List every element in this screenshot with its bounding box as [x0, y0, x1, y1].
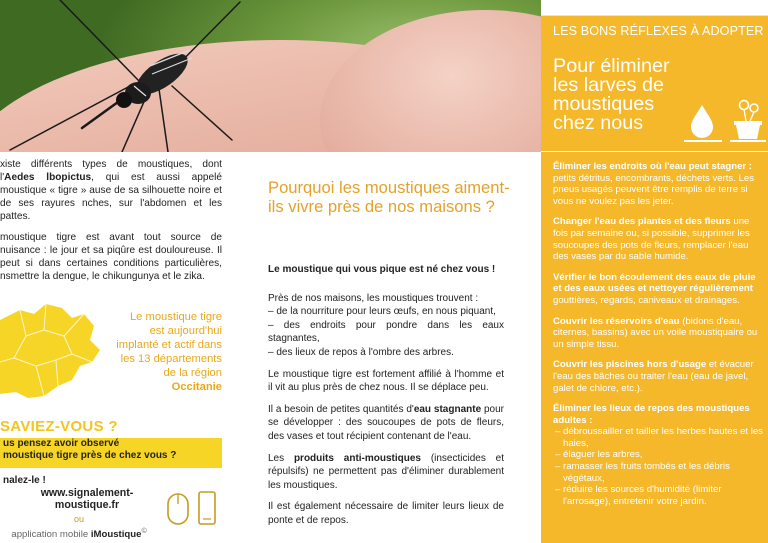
intro-paragraph-1: xiste différents types de moustiques, dont l'Aedes lbopictus, qui est aussi appelé moustique « tigre » ause de sa silhouette noire et de ses rayures nches, sur l'abdomen et les pattes.: [0, 159, 222, 222]
report-info: nalez-le ! www.signalement-moustique.fr ou application mobile iMoustique©: [0, 475, 158, 540]
mosquito-illustration: [0, 0, 541, 152]
signalement-link[interactable]: www.signalement-moustique.fr: [40, 487, 134, 511]
list-item: Éliminer les lieux de repos des moustiques adultes : – débroussailler et tailler les herbes hautes et les haies, – élaguer les arbres, – ramasser les fruits tombés et les débris végétaux, – réduire les sources d'humidité (limiter l'arrosage), entretenir votre jardin.: [553, 403, 763, 507]
saviez-vous-box: us pensez avoir observé moustique tigre près de chez vous ?: [0, 438, 222, 468]
section-title: Pourquoi les moustiques aiment-ils vivre près de nos maisons ?: [268, 178, 510, 216]
list-item: Éliminer les endroits où l'eau peut stagner : petits détritus, encombrants, déchets verts. Les pneus usagés peuvent être remplis de terre si vous ne voulez pas les jeter.: [553, 161, 755, 207]
list-item: Couvrir les réservoirs d'eau (bidons d'eau, citernes, bassins) avec un voile moustiquaire ou un simple tissu.: [553, 315, 758, 350]
water-drop-icon: [691, 105, 713, 138]
habits-list: [553, 161, 766, 516]
panel-heading: LES BONS RÉFLEXES À ADOPTER: [553, 24, 764, 38]
occitanie-map: [0, 296, 112, 406]
list-item: Vérifier le bon écoulement des eaux de pluie et des eaux usées et nettoyer régulièrement gouttières, regards, caniveaux et drainages.: [553, 271, 756, 306]
intro-text: [0, 158, 222, 291]
paragraph-affiliation: Le moustique tigre est fortement affilié à l'homme et il vit au plus près de chez nous. Il se déplace peu.: [268, 368, 504, 394]
paragraph-products: Les produits anti-moustiques (insecticides et répulsifs) ne permettent pas d'éliminer durablement les moustiques.: [268, 452, 505, 491]
paragraph-stagnant-water: Il a besoin de petites quantités d'eau stagnante pour se développer : des soucoupes de pots de fleurs, des vases et tout récipient contenant de l'eau.: [268, 403, 505, 442]
app-mention: application mobile iMoustique©: [11, 528, 147, 541]
paragraph-needs: Près de nos maisons, les moustiques trouvent : – de la nourriture pour leurs œufs, en nous piquant, – des endroits pour pondre dans les eaux stagnantes, – des lieux de repos à l'ombre des arbres.: [268, 292, 504, 358]
tigre-occitanie-note: Le moustique tigre est aujourd'hui implanté et actif dans les 13 départements de la région Occitanie: [116, 311, 222, 393]
water-drop-and-flowerpot-icons: [678, 97, 768, 143]
lead-sentence: Le moustique qui vous pique est né chez vous !: [268, 264, 496, 275]
good-habits-panel: [541, 15, 768, 543]
paragraph-breeding: Il est également nécessaire de limiter leurs lieux de ponte et de repos.: [268, 501, 504, 526]
flowerpot-icon: [734, 101, 762, 140]
explanation-text: [268, 263, 504, 536]
saviez-vous-title: SAVIEZ-VOUS ?: [0, 418, 118, 435]
list-item: Changer l'eau des plantes et des fleurs une fois par semaine ou, si possible, supprimer les soucoupes des pots de fleurs, remplacer l'eau des vases par du sable humide.: [553, 216, 750, 263]
mosquito-photo: [0, 0, 541, 152]
computer-phone-icon: [165, 490, 221, 526]
intro-paragraph-2: moustique tigre est avant tout source de nuisance : le jour et sa piqûre est douloureuse. Il peut si dans certaines conditions particulières, nsmettre la dengue, le chikungunya et le zika.: [0, 232, 222, 282]
panel-subheading: Pour éliminer les larves de moustiques chez nous: [553, 55, 670, 134]
list-item: Couvrir les piscines hors d'usage et évacuer l'eau des bâches ou traiter l'eau (eau de javel, galet de chlore, etc.).: [553, 359, 754, 394]
